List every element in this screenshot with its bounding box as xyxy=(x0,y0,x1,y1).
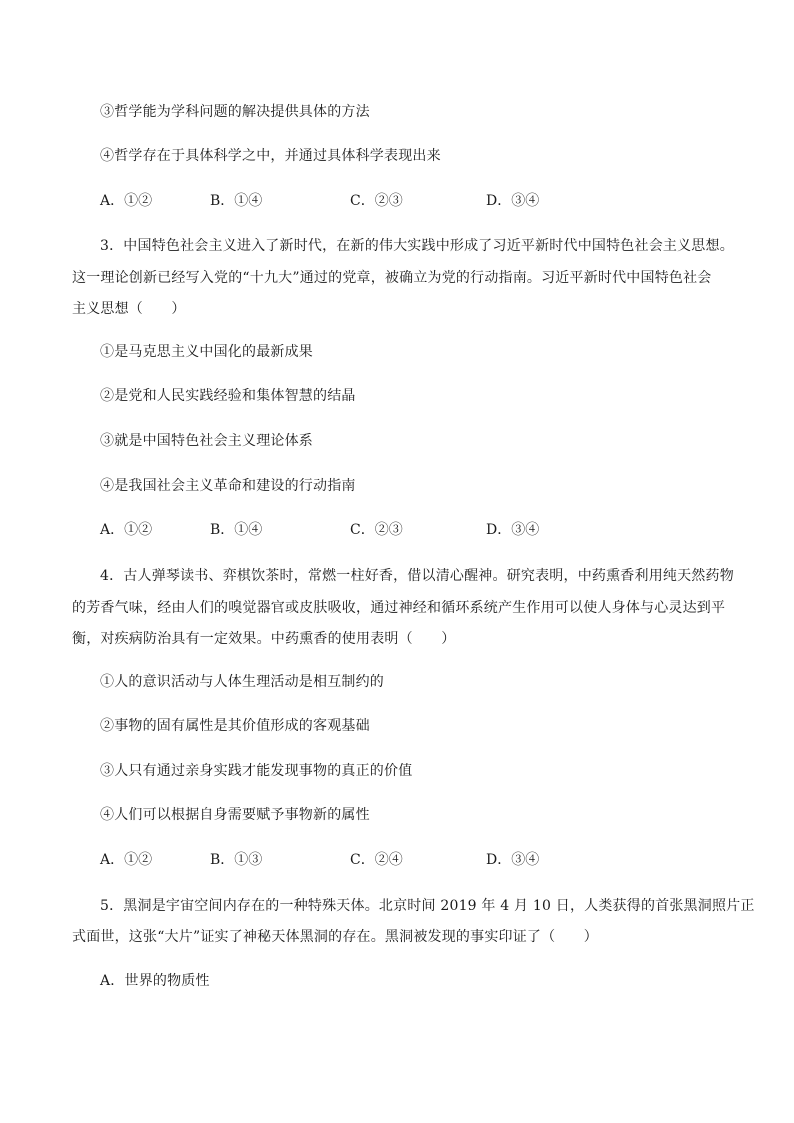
q5-stem-line-2: 式面世，这张“大片”证实了神秘天体黑洞的存在。黑洞被发现的事实印证了（ ） xyxy=(72,929,598,945)
q4-item-4: ④人们可以根据自身需要赋予事物新的属性 xyxy=(100,807,370,823)
q3-item-1: ①是马克思主义中国化的最新成果 xyxy=(100,344,313,360)
q4-stem-line-1: 4．古人弹琴读书、弈棋饮茶时，常燃一柱好香，借以清心醒神。研究表明，中药熏香利用纯天然药物 xyxy=(100,568,734,584)
q4-option-d[interactable]: D．③④ xyxy=(486,852,540,868)
q5-stem-line-1: 5．黑洞是宇宙空间内存在的一种特殊天体。北京时间 2019 年 4 月 10 日，人类获得的首张黑洞照片正 xyxy=(100,898,755,914)
q3-option-d[interactable]: D．③④ xyxy=(486,522,540,538)
q4-option-c[interactable]: C．②④ xyxy=(350,852,403,868)
q4-item-2: ②事物的固有属性是其价值形成的客观基础 xyxy=(100,718,370,734)
q3-stem-line-3: 主义思想（ ） xyxy=(72,301,186,317)
q3-item-4: ④是我国社会主义革命和建设的行动指南 xyxy=(100,478,356,494)
q2-option-b[interactable]: B．①④ xyxy=(210,193,263,209)
q2-option-d[interactable]: D．③④ xyxy=(486,193,540,209)
q4-item-3: ③人只有通过亲身实践才能发现事物的真正的价值 xyxy=(100,763,413,779)
q4-option-a[interactable]: A．①② xyxy=(100,852,153,868)
q3-option-b[interactable]: B．①④ xyxy=(210,522,263,538)
q3-item-2: ②是党和人民实践经验和集体智慧的结晶 xyxy=(100,388,356,404)
q4-option-b[interactable]: B．①③ xyxy=(210,852,263,868)
q5-option-a[interactable]: A．世界的物质性 xyxy=(100,973,210,989)
q3-option-c[interactable]: C．②③ xyxy=(350,522,403,538)
q2-item-4: ④哲学存在于具体科学之中，并通过具体科学表现出来 xyxy=(100,148,441,164)
q4-item-1: ①人的意识活动与人体生理活动是相互制约的 xyxy=(100,674,384,690)
q4-stem-line-2: 的芳香气味，经由人们的嗅觉器官或皮肤吸收，通过神经和循环系统产生作用可以使人身体与心灵达到平 xyxy=(72,600,726,616)
q2-option-c[interactable]: C．②③ xyxy=(350,193,403,209)
q3-item-3: ③就是中国特色社会主义理论体系 xyxy=(100,433,313,449)
q3-stem-line-2: 这一理论创新已经写入党的“十九大”通过的党章，被确立为党的行动指南。习近平新时代中国特色社会 xyxy=(72,270,712,286)
q2-option-a[interactable]: A．①② xyxy=(100,193,153,209)
q2-item-3: ③哲学能为学科问题的解决提供具体的方法 xyxy=(100,104,370,120)
q3-stem-line-1: 3．中国特色社会主义进入了新时代，在新的伟大实践中形成了习近平新时代中国特色社会主义思想。 xyxy=(100,238,734,254)
q4-stem-line-3: 衡，对疾病防治具有一定效果。中药熏香的使用表明（ ） xyxy=(72,631,456,647)
q3-option-a[interactable]: A．①② xyxy=(100,522,153,538)
